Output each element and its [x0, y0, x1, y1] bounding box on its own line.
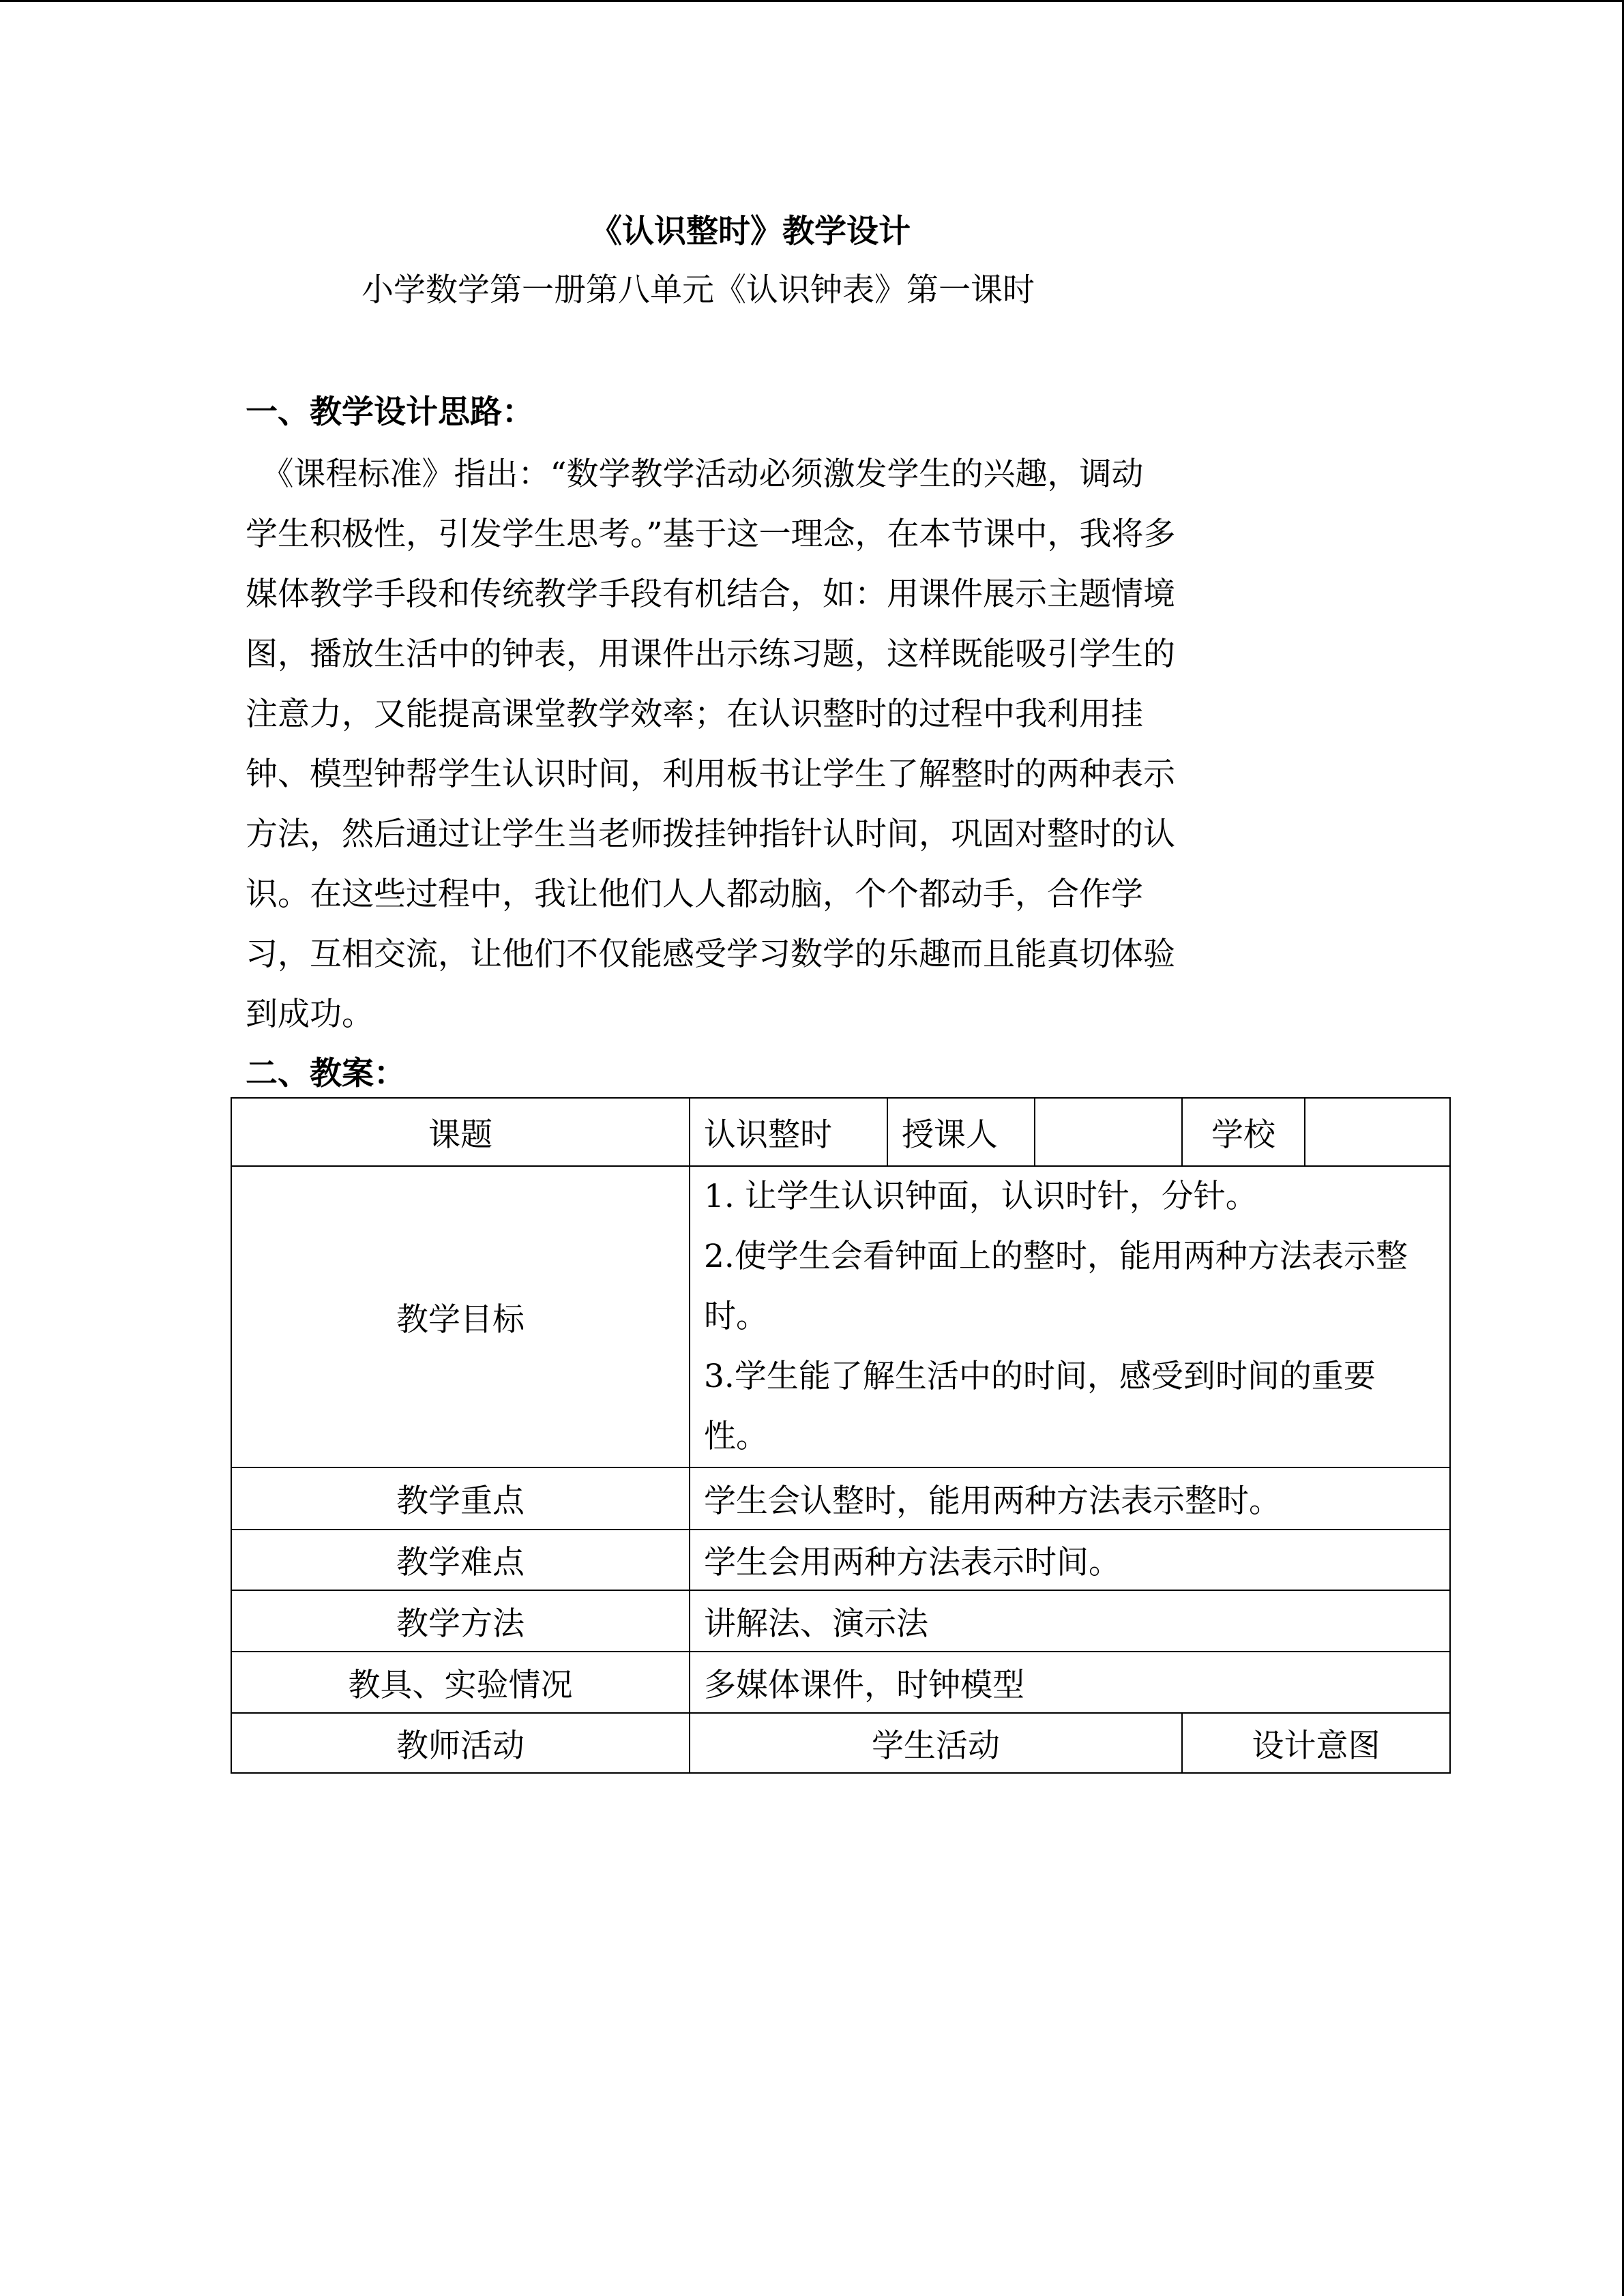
- paragraph-line: 图，播放生活中的钟表，用课件出示练习题，这样既能吸引学生的: [246, 636, 1175, 673]
- section-heading-lesson-plan: 二、教案：: [246, 1055, 406, 1092]
- paragraph-line: 媒体教学手段和传统教学手段有机结合，如：用课件展示主题情境: [246, 576, 1175, 613]
- teacher-activity-header: 教师活动: [231, 1713, 690, 1773]
- lesson-plan-table: [231, 1097, 1451, 1774]
- school-label: 学校: [1182, 1098, 1305, 1166]
- teacher-value: [1035, 1098, 1182, 1166]
- difficulty-value: 学生会用两种方法表示时间。: [690, 1530, 1450, 1590]
- table-row: [231, 1098, 1450, 1166]
- goals-cell: [690, 1166, 1450, 1467]
- goal-item: 2.使学生会看钟面上的整时，能用两种方法表示整时。: [704, 1238, 1408, 1335]
- tools-value: 多媒体课件，时钟模型: [690, 1652, 1450, 1713]
- design-intent-header: 设计意图: [1182, 1713, 1450, 1773]
- key-point-value: 学生会认整时，能用两种方法表示整时。: [690, 1467, 1450, 1530]
- difficulty-label: 教学难点: [231, 1530, 690, 1590]
- table-row: [231, 1166, 1450, 1467]
- topic-label: 课题: [231, 1098, 690, 1166]
- table-row: [231, 1590, 1450, 1652]
- section-heading-design-idea: 一、教学设计思路：: [246, 393, 534, 431]
- design-idea-paragraph: [246, 445, 1378, 1045]
- document-subtitle: 小学数学第一册第八单元《认识钟表》第一课时: [361, 271, 1035, 309]
- goals-label: 教学目标: [231, 1166, 690, 1467]
- paragraph-line: 学生积极性，引发学生思考。”基于这一理念，在本节课中，我将多: [246, 516, 1176, 553]
- page-border-top: [0, 0, 1624, 2]
- table-row: [231, 1713, 1450, 1773]
- table-row: [231, 1652, 1450, 1713]
- paragraph-line: 到成功。: [246, 996, 374, 1033]
- tools-label: 教具、实验情况: [231, 1652, 690, 1713]
- table-row: [231, 1530, 1450, 1590]
- method-label: 教学方法: [231, 1590, 690, 1652]
- key-point-label: 教学重点: [231, 1467, 690, 1530]
- goal-item: 3.学生能了解生活中的时间，感受到时间的重要性。: [704, 1358, 1376, 1455]
- method-value: 讲解法、演示法: [690, 1590, 1450, 1652]
- paragraph-line: 习，互相交流，让他们不仅能感受学习数学的乐趣而且能真切体验: [246, 936, 1175, 973]
- document-title: 《认识整时》教学设计: [590, 213, 911, 250]
- goal-item: 1. 让学生认识钟面，认识时针，分针。: [704, 1178, 1258, 1215]
- teacher-label: 授课人: [887, 1098, 1035, 1166]
- paragraph-line: 注意力，又能提高课堂教学效率；在认识整时的过程中我利用挂: [246, 696, 1143, 733]
- paragraph-line: 识。在这些过程中，我让他们人人都动脑，个个都动手，合作学: [246, 876, 1143, 913]
- table-row: [231, 1467, 1450, 1530]
- paragraph-line: 《课程标准》指出：“数学教学活动必须激发学生的兴趣，调动: [246, 456, 1144, 493]
- topic-value: 认识整时: [690, 1098, 887, 1166]
- school-value: [1305, 1098, 1450, 1166]
- student-activity-header: 学生活动: [690, 1713, 1182, 1773]
- paragraph-line: 方法，然后通过让学生当老师拨挂钟指针认时间，巩固对整时的认: [246, 816, 1175, 853]
- paragraph-line: 钟、模型钟帮学生认识时间，利用板书让学生了解整时的两种表示: [246, 756, 1175, 793]
